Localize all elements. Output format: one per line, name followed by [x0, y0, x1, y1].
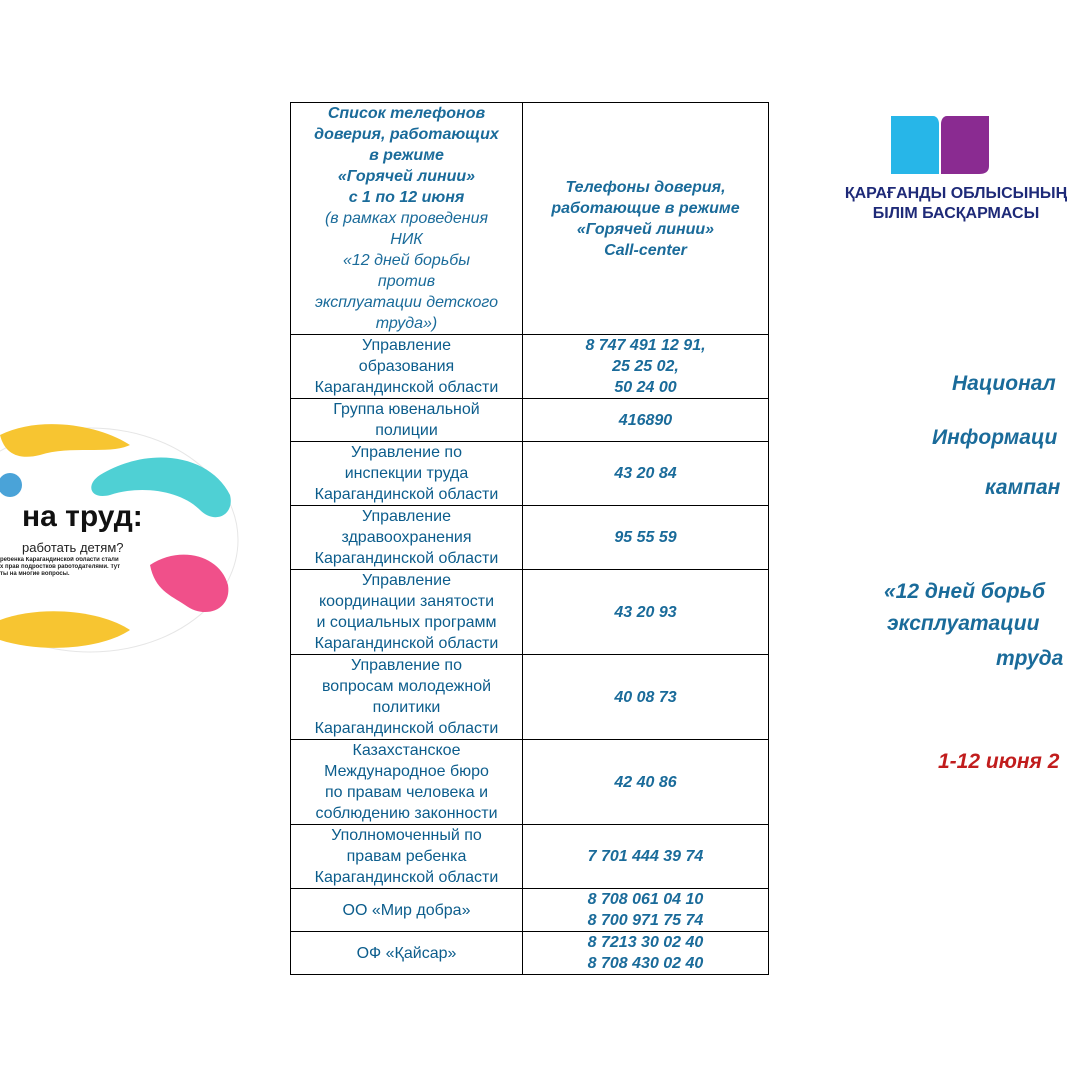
table-row: [291, 442, 769, 506]
organization-line: Управление по: [351, 444, 462, 461]
phone-cell: [523, 506, 769, 570]
organization-line: инспекции труда: [344, 465, 469, 482]
header-left-cell: [291, 103, 523, 335]
organization-cell: [291, 740, 523, 825]
promo-line: кампан: [985, 476, 1061, 499]
organization-line: Карагандинской области: [314, 379, 499, 396]
phone-cell: [523, 335, 769, 399]
organization-line: Карагандинской области: [314, 635, 499, 652]
header-right-cell: [523, 103, 769, 335]
card-small-line: ребенка Карагандинской области стали: [0, 557, 119, 563]
organization-cell: [291, 506, 523, 570]
phone-number: 40 08 73: [614, 688, 677, 706]
phone-number: 416890: [618, 411, 673, 429]
phone-number: 50 24 00: [614, 379, 677, 396]
phone-cell: [523, 655, 769, 740]
organization-line: правам ребенка: [346, 848, 467, 865]
organization-line: Управление: [362, 508, 451, 525]
header-line: доверия, работающих: [314, 126, 499, 143]
phone-number: 43 20 93: [614, 603, 677, 621]
organization-line: и социальных программ: [316, 614, 497, 631]
organization-line: политики: [372, 699, 441, 716]
organization-line: образования: [358, 358, 455, 375]
card-title: на труд:: [22, 500, 143, 533]
card-small-text: [0, 557, 140, 578]
phone-number: 95 55 59: [614, 529, 677, 546]
promo-line: «12 дней борьб: [884, 580, 1046, 603]
table-row: [291, 655, 769, 740]
promo-line: труда: [996, 647, 1064, 670]
table-row: [291, 570, 769, 655]
organization-cell: [291, 889, 523, 932]
header-line: труда»): [375, 315, 438, 332]
phone-number: 8 708 430 02 40: [587, 955, 704, 972]
header-line: НИК: [390, 231, 423, 248]
organization-cell: [291, 442, 523, 506]
table-body: [291, 335, 769, 975]
phone-number: 8 7213 30 02 40: [587, 934, 704, 951]
organization-line: Группа ювенальной: [333, 401, 480, 418]
organization-line: Казахстанское: [352, 742, 461, 759]
header-line: Телефоны доверия,: [565, 178, 726, 196]
header-line: «Горячей линии»: [576, 220, 715, 238]
organization-line: вопросам молодежной: [321, 678, 492, 695]
phone-number: 25 25 02,: [612, 358, 679, 375]
table-row: [291, 335, 769, 399]
card-subtitle: работать детям?: [22, 540, 124, 555]
organization-line: Карагандинской области: [314, 486, 499, 503]
promo-line: Национал: [952, 372, 1056, 395]
promo-date: 1-12 июня 2: [938, 750, 1060, 773]
header-line: Список телефонов: [327, 105, 486, 122]
organization-line: Международное бюро: [324, 763, 489, 780]
header-line: в режиме: [369, 147, 444, 164]
header-line: работающие в режиме: [551, 199, 740, 217]
organization-cell: [291, 825, 523, 889]
header-line: «Горячей линии»: [337, 168, 476, 185]
organization-line: координации занятости: [318, 593, 495, 610]
organization-line: ОФ «Қайсар»: [356, 944, 457, 962]
header-line: (в рамках проведения: [324, 210, 489, 227]
phone-number: 8 708 061 04 10: [587, 891, 704, 908]
phone-number: 42 40 86: [614, 773, 677, 791]
logo-line: БІЛІМ БАСҚАРМАСЫ: [872, 205, 1040, 222]
phone-cell: [523, 932, 769, 975]
organization-line: соблюдению законности: [315, 805, 498, 822]
organization-line: полиции: [375, 422, 438, 439]
phone-cell: [523, 442, 769, 506]
organization-cell: [291, 570, 523, 655]
hotline-table: [290, 102, 769, 975]
phone-cell: [523, 399, 769, 442]
organization-line: Уполномоченный по: [331, 827, 482, 844]
logo-caption: [836, 184, 1076, 224]
promo-line: Информаци: [932, 426, 1058, 449]
table-row: [291, 399, 769, 442]
phone-number: 8 700 971 75 74: [587, 912, 704, 929]
header-line: Call-center: [604, 241, 687, 259]
phone-cell: [523, 889, 769, 932]
organization-line: Карагандинской области: [314, 869, 499, 886]
organization-line: Управление: [362, 337, 451, 354]
card-small-line: х прав подростков работодателями. Тут: [0, 564, 121, 570]
organization-line: Карагандинской области: [314, 550, 499, 567]
organization-line: Карагандинской области: [314, 720, 499, 737]
education-department-logo-icon: [889, 114, 991, 176]
organization-line: Управление по: [351, 657, 462, 674]
phone-number: 43 20 84: [614, 465, 677, 482]
table-row: [291, 506, 769, 570]
phone-cell: [523, 825, 769, 889]
header-line: эксплуатации детского: [315, 294, 498, 311]
table-row: [291, 740, 769, 825]
table-row: [291, 932, 769, 975]
phone-number: 8 747 491 12 91,: [585, 337, 706, 354]
organization-line: по правам человека и: [324, 784, 489, 801]
card-small-line: ты на многие вопросы.: [0, 571, 70, 577]
organization-cell: [291, 932, 523, 975]
header-line: против: [377, 273, 436, 290]
organization-line: Управление: [362, 572, 451, 589]
table-header-row: [291, 103, 769, 335]
header-line: «12 дней борьбы: [342, 252, 470, 269]
table-row: [291, 825, 769, 889]
phone-cell: [523, 570, 769, 655]
phone-cell: [523, 740, 769, 825]
organization-cell: [291, 399, 523, 442]
header-line: с 1 по 12 июня: [348, 189, 465, 206]
organization-cell: [291, 335, 523, 399]
organization-cell: [291, 655, 523, 740]
promo-line: эксплуатации: [887, 612, 1040, 635]
logo-line: ҚАРАҒАНДЫ ОБЛЫСЫНЫҢ: [844, 185, 1068, 202]
phone-number: 7 701 444 39 74: [587, 848, 704, 865]
organization-line: здравоохранения: [341, 529, 472, 546]
organization-line: ОО «Мир добра»: [342, 901, 471, 919]
table-row: [291, 889, 769, 932]
